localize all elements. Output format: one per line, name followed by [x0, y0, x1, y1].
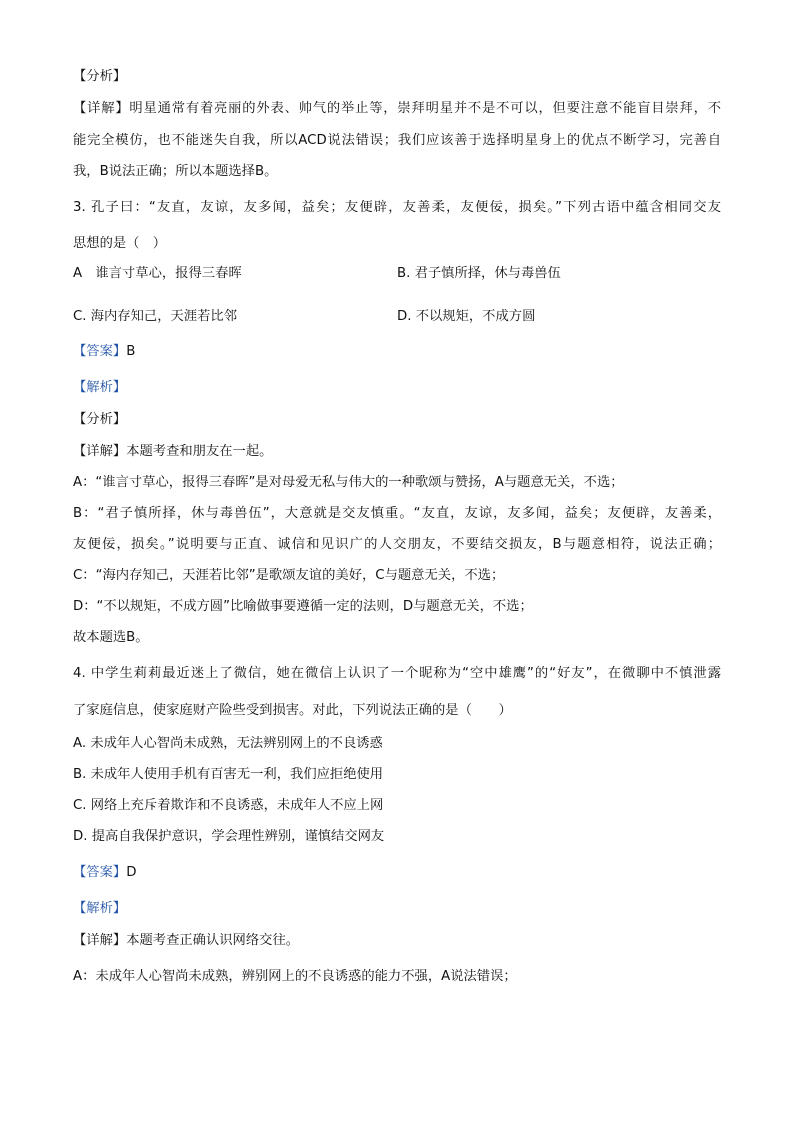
q4-jiexi-label: 【解析】: [73, 901, 127, 916]
q3-stem-line-1: 3. 孔子曰：“友直，友谅，友多闻，益矣；友便辟，友善柔，友便佞，损矣。”下列古语中蕴含相同交友: [73, 200, 721, 215]
analysis-label: 【分析】: [73, 69, 127, 84]
q4-option-d: D. 提高自我保护意识，学会理性辨别，谨慎结交网友: [73, 829, 385, 844]
answer-label: 【答案】: [73, 865, 127, 880]
detail-label: 【详解】: [73, 933, 127, 948]
detail-label: 【详解】: [73, 444, 127, 459]
q2-detail-line-2: 能完全模仿，也不能迷失自我，所以ACD说法错误；我们应该善于选择明星身上的优点不断学习，完善自: [73, 133, 721, 148]
q3-detail: 【详解】本题考查和朋友在一起。: [73, 444, 273, 459]
q4-option-b: B. 未成年人使用手机有百害无一利，我们应拒绝使用: [73, 767, 384, 782]
q3-explain-a: A：“谁言寸草心，报得三春晖”是对母爱无私与伟大的一种歌颂与赞扬，A与题意无关，不选；: [73, 475, 624, 490]
q4-detail: 【详解】本题考查正确认识网络交往。: [73, 933, 300, 948]
q4-stem-line-1: 4. 中学生莉莉最近迷上了微信，她在微信上认识了一个昵称为“空中雄鹰”的“好友”，在微聊中不慎泄露: [73, 666, 721, 681]
q4-option-c: C. 网络上充斥着欺诈和不良诱惑，未成年人不应上网: [73, 798, 384, 813]
q3-explain-d: D：“不以规矩，不成方圆”比喻做事要遵循一定的法则，D与题意无关，不选；: [73, 599, 533, 614]
detail-label: 【详解】: [73, 101, 130, 116]
q4-option-a: A. 未成年人心智尚未成熟，无法辨别网上的不良诱惑: [73, 736, 383, 751]
answer-value: D: [126, 865, 137, 880]
q2-detail-line-3: 我，B说法正确；所以本题选择B。: [73, 164, 278, 179]
answer-value: B: [126, 344, 136, 359]
q3-fenxi-label: 【分析】: [73, 412, 127, 427]
q3-explain-b-2: 友便佞，损矣。”说明要与正直、诚信和见识广的人交朋友，不要结交损友，B与题意相符，说法正确；: [73, 537, 721, 552]
q4-stem-line-2: 了家庭信息，使家庭财产险些受到损害。对此，下列说法正确的是（ ）: [73, 703, 512, 718]
q3-jiexi-label: 【解析】: [73, 380, 127, 395]
q3-stem-line-2: 思想的是（ ）: [73, 236, 167, 251]
q3-answer: [73, 343, 135, 361]
q4-explain-a: A：未成年人心智尚未成熟，辨别网上的不良诱惑的能力不强，A说法错误；: [73, 969, 517, 984]
q3-option-b: B. 君子慎所择，休与毒兽伍: [397, 266, 561, 281]
q3-conclusion: 故本题选B。: [73, 630, 149, 645]
q3-explain-b-1: B：“君子慎所择，休与毒兽伍”，大意就是交友慎重。“友直，友谅，友多闻，益矣；友便辟，友善柔，: [73, 506, 721, 521]
q3-option-a: A 谁言寸草心，报得三春晖: [73, 266, 242, 281]
q3-option-d: D. 不以规矩，不成方圆: [397, 309, 536, 324]
q3-option-c: C. 海内存知己，天涯若比邻: [73, 309, 238, 324]
answer-label: 【答案】: [73, 344, 127, 359]
q2-detail-line-1: 【详解】明星通常有着亮丽的外表、帅气的举止等，崇拜明星并不是不可以，但要注意不能盲目崇拜，不: [73, 101, 722, 116]
q4-answer: [73, 864, 136, 882]
q3-explain-c: C：“海内存知己，天涯若比邻”是歌颂友谊的美好，C与题意无关，不选；: [73, 568, 505, 583]
